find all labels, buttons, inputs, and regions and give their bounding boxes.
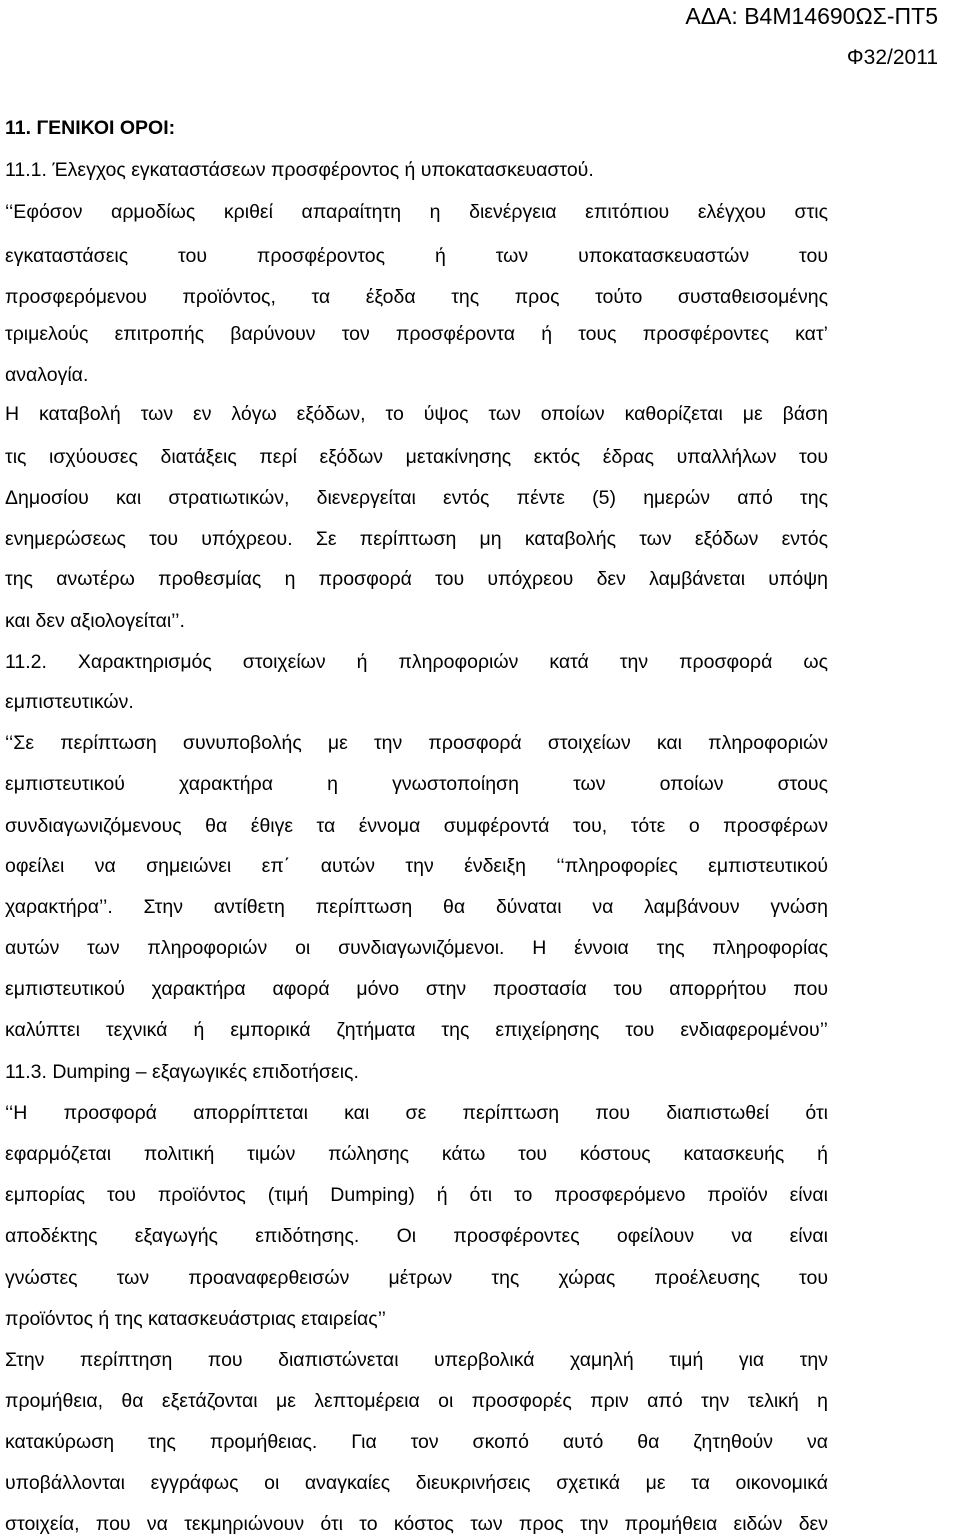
paragraph-line: ‘‘Σε περίπτωση συνυποβολής με την προσφορά στοιχείων και πληροφοριών xyxy=(5,732,828,754)
paragraph-line: καλύπτει τεχνικά ή εμπορικά ζητήματα της επιχείρησης του ενδιαφερομένου’’ xyxy=(5,1019,828,1041)
paragraph-line: αποδέκτης εξαγωγής επιδότησης. Οι προσφέροντες οφείλουν να είναι xyxy=(5,1225,828,1247)
paragraph-line: τριμελούς επιτροπής βαρύνουν τον προσφέροντα ή τους προσφέροντες κατ’ xyxy=(5,323,828,345)
subsection-heading: 11.2. Χαρακτηρισμός στοιχείων ή πληροφοριών κατά την προσφορά ως xyxy=(5,651,828,673)
paragraph-line: αυτών των πληροφοριών οι συνδιαγωνιζόμενοι. Η έννοια της πληροφορίας xyxy=(5,937,828,959)
paragraph-line: χαρακτήρα’’. Στην αντίθετη περίπτωση θα δύναται να λαμβάνουν γνώση xyxy=(5,896,828,918)
paragraph-line: ‘‘Εφόσον αρμοδίως κριθεί απαραίτητη η διενέργεια επιτόπιου ελέγχου στις xyxy=(5,201,828,223)
paragraph-line: οφείλει να σημειώνει επ΄ αυτών την ένδειξη ‘‘πληροφορίες εμπιστευτικού xyxy=(5,855,828,877)
paragraph-line: προσφερόμενου προϊόντος, τα έξοδα της προς τούτο συσταθεισομένης xyxy=(5,286,828,308)
section-title: 11. ΓΕΝΙΚΟΙ ΟΡΟΙ: xyxy=(5,117,176,139)
paragraph-line: εμπιστευτικού χαρακτήρα αφορά μόνο στην προστασία του απορρήτου που xyxy=(5,978,828,1000)
subsection-heading: 11.3. Dumping – εξαγωγικές επιδοτήσεις. xyxy=(5,1061,359,1083)
paragraph-line: ‘‘Η προσφορά απορρίπτεται και σε περίπτωση που διαπιστωθεί ότι xyxy=(5,1102,828,1124)
paragraph-line: αναλογία. xyxy=(5,364,89,386)
paragraph-line: υποβάλλονται εγγράφως οι αναγκαίες διευκρινήσεις σχετικά με τα οικονομικά xyxy=(5,1472,828,1494)
paragraph-line: προμήθεια, θα εξετάζονται με λεπτομέρεια οι προσφορές πριν από την τελική η xyxy=(5,1390,828,1412)
paragraph-line: τις ισχύουσες διατάξεις περί εξόδων μετακίνησης εκτός έδρας υπαλλήλων του xyxy=(5,446,828,468)
paragraph-line: εμπορίας του προϊόντος (τιμή Dumping) ή ότι το προσφερόμενο προϊόν είναι xyxy=(5,1184,828,1206)
paragraph-line: γνώστες των προαναφερθεισών μέτρων της χώρας προέλευσης του xyxy=(5,1267,828,1289)
paragraph-line: εμπιστευτικού χαρακτήρα η γνωστοποίηση των οποίων στους xyxy=(5,773,828,795)
ada-code: ΑΔΑ: Β4Μ14690ΩΣ-ΠΤ5 xyxy=(685,3,938,29)
paragraph-line: προϊόντος ή της κατασκευάστριας εταιρείας’’ xyxy=(5,1308,387,1330)
paragraph-line: συνδιαγωνιζόμενους θα έθιγε τα έννομα συμφέροντά του, τότε ο προσφέρων xyxy=(5,815,828,837)
file-reference: Φ32/2011 xyxy=(846,46,938,69)
paragraph-line: της ανωτέρω προθεσμίας η προσφορά του υπόχρεου δεν λαμβάνεται υπόψη xyxy=(5,568,828,590)
paragraph-line: Δημοσίου και στρατιωτικών, διενεργείται εντός πέντε (5) ημερών από της xyxy=(5,487,828,509)
subsection-heading: 11.1. Έλεγχος εγκαταστάσεων προσφέροντος ή υποκατασκευαστού. xyxy=(5,159,594,181)
paragraph-line: στοιχεία, που να τεκμηριώνουν ότι το κόστος των προς την προμήθεια ειδών δεν xyxy=(5,1513,828,1535)
subsection-heading: εμπιστευτικών. xyxy=(5,691,134,713)
paragraph-line: ενημερώσεως του υπόχρεου. Σε περίπτωση μη καταβολής των εξόδων εντός xyxy=(5,528,828,550)
paragraph-line: κατακύρωση της προμήθειας. Για τον σκοπό αυτό θα ζητηθούν να xyxy=(5,1431,828,1453)
paragraph-line: εφαρμόζεται πολιτική τιμών πώλησης κάτω του κόστους κατασκευής ή xyxy=(5,1143,828,1165)
paragraph-line: Στην περίπτηση που διαπιστώνεται υπερβολικά χαμηλή τιμή για την xyxy=(5,1349,828,1371)
paragraph-line: Η καταβολή των εν λόγω εξόδων, το ύψος των οποίων καθορίζεται με βάση xyxy=(5,403,828,425)
paragraph-line: εγκαταστάσεις του προσφέροντος ή των υποκατασκευαστών του xyxy=(5,245,828,267)
paragraph-line: και δεν αξιολογείται’’. xyxy=(5,610,185,632)
